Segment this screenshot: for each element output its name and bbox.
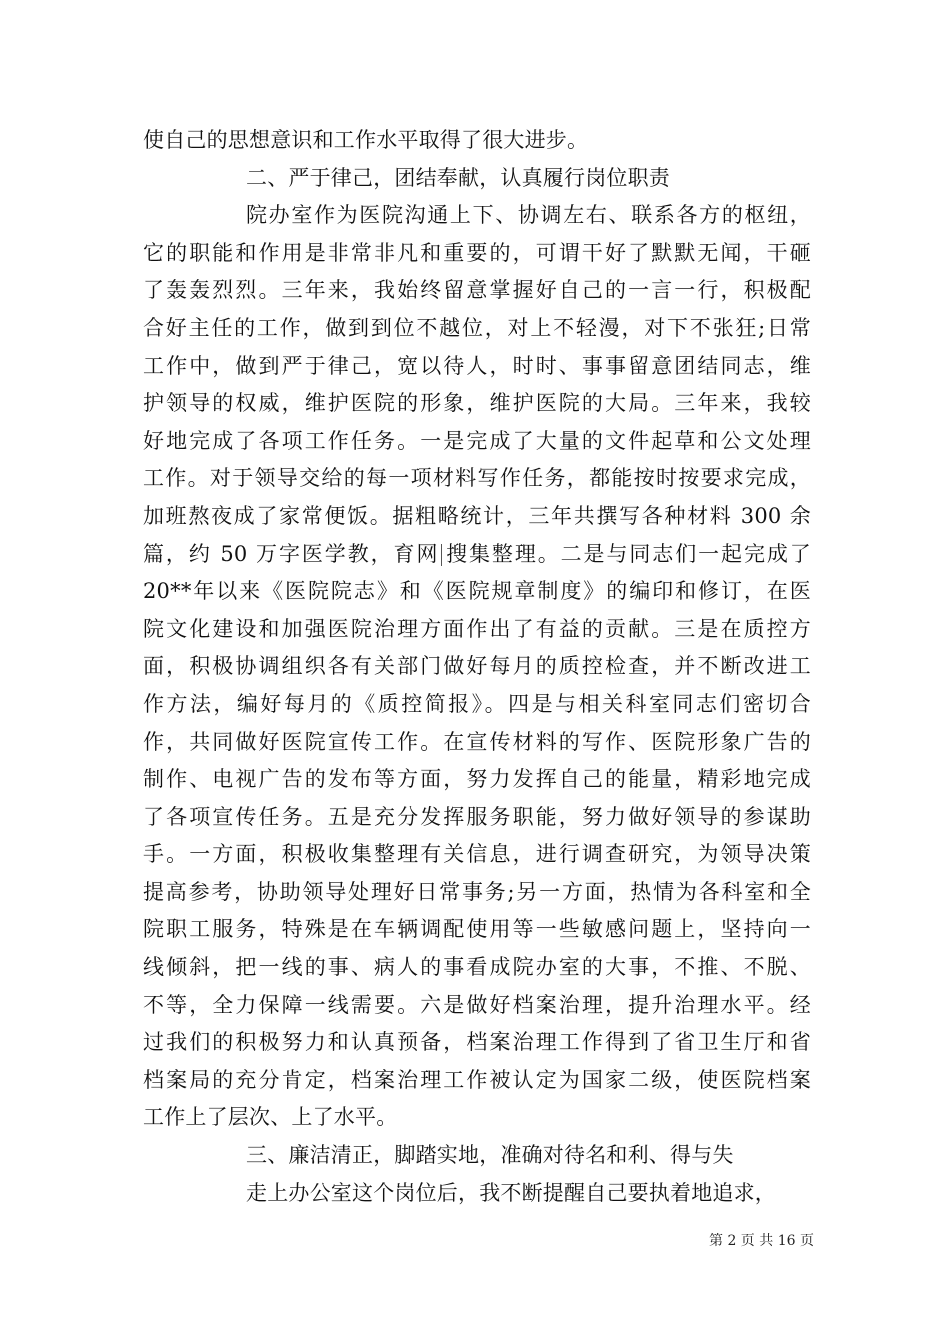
- text-line: [143, 536, 811, 574]
- text-line: 手。一方面，积极收集整理有关信息，进行调查研究，为领导决策: [143, 842, 811, 867]
- text-line: 了轰轰烈烈。三年来，我始终留意掌握好自己的一言一行，积极配: [143, 278, 811, 303]
- paragraph-first-line: 院办室作为医院沟通上下、协调左右、联系各方的枢纽，: [246, 203, 811, 228]
- text-line: 工作。对于领导交给的每一项材料写作任务，都能按时按要求完成，: [143, 466, 811, 491]
- text-line: 工作上了层次、上了水平。: [143, 1105, 398, 1130]
- section-heading-3: 三、廉洁清正，脚踏实地，准确对待名和利、得与失: [246, 1143, 734, 1168]
- text-segment: 篇，约 50 万字医学教，育网: [143, 541, 440, 566]
- text-line: 护领导的权威，维护医院的形象，维护医院的大局。三年来，我较: [143, 391, 811, 416]
- text-line: 了各项宣传任务。五是充分发挥服务职能，努力做好领导的参谋助: [143, 804, 811, 829]
- text-line: 加班熬夜成了家常便饭。据粗略统计，三年共撰写各种材料 300 余: [143, 503, 811, 528]
- text-line: 制作、电视广告的发布等方面，努力发挥自己的能量，精彩地完成: [143, 767, 811, 792]
- text-line: 提高参考，协助领导处理好日常事务;另一方面，热情为各科室和全: [143, 879, 811, 904]
- text-line: 20**年以来《医院院志》和《医院规章制度》的编印和修订，在医: [143, 579, 811, 604]
- body-text: [143, 122, 811, 1212]
- section-heading-2: 二、严于律己，团结奉献，认真履行岗位职责: [246, 165, 670, 190]
- text-cursor-mark: [441, 544, 442, 566]
- text-line: 作，共同做好医院宣传工作。在宣传材料的写作、医院形象广告的: [143, 729, 811, 754]
- text-line: 使自己的思想意识和工作水平取得了很大进步。: [143, 128, 589, 152]
- text-line: 好地完成了各项工作任务。一是完成了大量的文件起草和公文处理: [143, 428, 811, 453]
- text-line: 工作中，做到严于律己，宽以待人，时时、事事留意团结同志，维: [143, 353, 811, 378]
- text-line: 合好主任的工作，做到到位不越位，对上不轻漫，对下不张狂;日常: [143, 315, 811, 340]
- text-segment: 搜集整理。二是与同志们一起完成了: [444, 541, 811, 566]
- text-line: 档案局的充分肯定，档案治理工作被认定为国家二级，使医院档案: [143, 1067, 811, 1092]
- text-line: 作方法，编好每月的《质控简报》。四是与相关科室同志们密切合: [143, 691, 811, 716]
- text-line: 不等，全力保障一线需要。六是做好档案治理，提升治理水平。经: [143, 992, 811, 1017]
- text-line: 线倾斜，把一线的事、病人的事看成院办室的大事，不推、不脱、: [143, 955, 811, 980]
- text-line: 面，积极协调组织各有关部门做好每月的质控检查，并不断改进工: [143, 654, 811, 679]
- text-line: 院职工服务，特殊是在车辆调配使用等一些敏感问题上，坚持向一: [143, 917, 811, 942]
- paragraph-first-line: 走上办公室这个岗位后，我不断提醒自己要执着地追求，: [246, 1180, 776, 1205]
- text-line: 过我们的积极努力和认真预备，档案治理工作得到了省卫生厅和省: [143, 1030, 811, 1055]
- text-line: 院文化建设和加强医院治理方面作出了有益的贡献。三是在质控方: [143, 616, 811, 641]
- text-line: 它的职能和作用是非常非凡和重要的，可谓干好了默默无闻，干砸: [143, 240, 811, 265]
- page-number-footer: 第 2 页 共 16 页: [709, 1233, 814, 1249]
